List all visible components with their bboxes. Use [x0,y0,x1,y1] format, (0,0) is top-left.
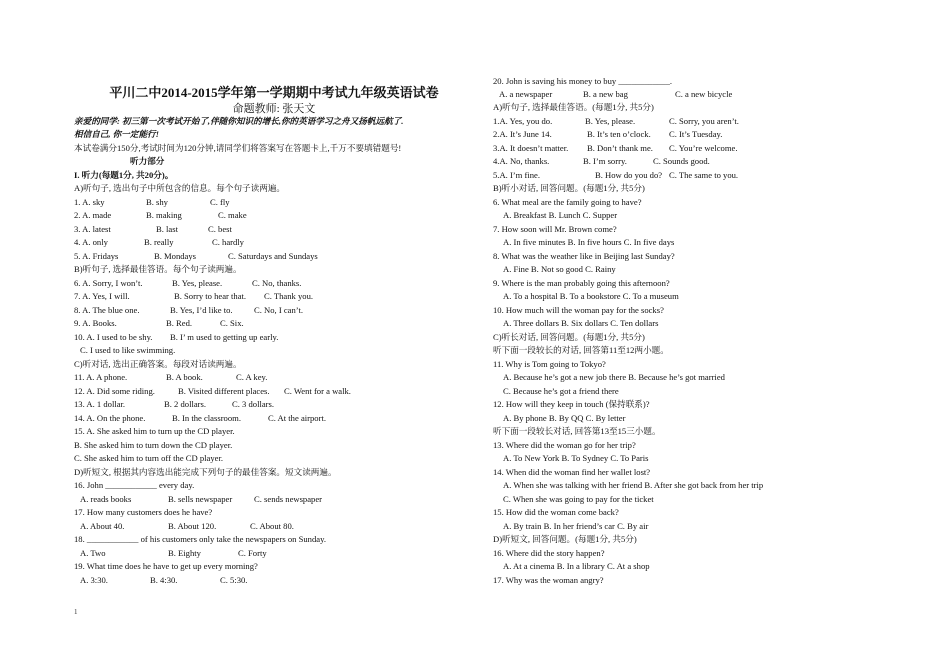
question-row: 6. A. Sorry, I won’t. B. Yes, please. C. No, thanks. [74,278,302,288]
question-option: C. When she was going to pay for the ticket [503,494,654,504]
question-row: 8. A. The blue one. B. Yes, I’d like to. C. No, I can’t. [74,305,304,315]
question-row: 7. A. Yes, I will. B. Sorry to hear that. C. Thank you. [74,291,314,301]
section-a-instruction: A)听句子, 选择最佳答语。(每题1分, 共5分) [493,102,654,112]
question-option: C. I used to like swimming. [80,345,176,355]
question-text: 18. ____________ of his customers only take the newspapers on Sunday. [74,534,326,544]
question-option: C. Because he’s got a friend there [503,386,619,396]
question-row: A. Two B. Eighty C. Forty [80,548,267,558]
section-1-heading: I. 听力(每题1分, 共20分)。 [74,170,174,180]
question-option: 15. A. She asked him to turn up the CD player. [74,426,235,436]
question-text: 7. How soon will Mr. Brown come? [493,224,617,234]
section-b-instruction: B)听小对话, 回答问题。(每题1分, 共5分) [493,183,645,193]
question-row: 13. A. 1 dollar. B. 2 dollars. C. 3 dollars. [74,399,275,409]
listening-heading: 听力部分 [130,156,165,166]
question-text: 17. Why was the woman angry? [493,575,604,585]
question-text: 11. Why is Tom going to Tokyo? [493,359,606,369]
question-row: 12. A. Did some riding. B. Visited different places. C. Went for a walk. [74,386,351,396]
section-d-instruction: D)听短文, 回答问题。(每题1分, 共5分) [493,534,637,544]
question-row: A. a newspaper B. a new bag C. a new bicycle [499,89,733,99]
question-option: B. She asked him to turn down the CD player. [74,440,233,450]
question-option: C. She asked him to turn off the CD player. [74,453,224,463]
part-c-instruction: C)听对话, 选出正确答案。每段对话读两遍。 [74,359,242,369]
question-row: 5.A. I’m fine. B. How do you do? C. The same to you. [493,170,739,180]
question-text: 20. John is saving his money to buy ____________. [493,76,673,86]
section-c-sub-instruction: 听下面一段较长的对话, 回答第11至12两小题。 [493,345,669,355]
teacher-line: 命题教师: 张天文 [232,103,316,115]
question-text: 9. Where is the man probably going this afternoon? [493,278,670,288]
part-a-instruction: A)听句子, 选出句子中所包含的信息。每个句子读两遍。 [74,183,286,193]
part-d-instruction: D)听短文, 根据其内容选出能完成下列句子的最佳答案。短文读两遍。 [74,467,337,477]
question-option: A. Three dollars B. Six dollars C. Ten dollars [503,318,659,328]
question-row: 2.A. It’s June 14. B. It’s ten o’clock. C. It’s Tuesday. [493,129,723,139]
question-option: A. When she was talking with her friend B. After she got back from her trip [503,480,764,490]
question-row: 14. A. On the phone. B. In the classroom. C. At the airport. [74,413,326,423]
exam-note: 本试卷满分150分,考试时间为120分钟,请同学们将答案写在答题卡上,千万不要填错题号! [74,143,402,153]
question-option: A. By train B. In her friend’s car C. By air [503,521,649,531]
question-text: 13. Where did the woman go for her trip? [493,440,636,450]
question-row: 3. A. latest B. last C. best [74,224,232,234]
question-text: 14. When did the woman find her wallet lost? [493,467,651,477]
question-row: 4. A. only B. really C. hardly [74,237,244,247]
question-option: A. To New York B. To Sydney C. To Paris [503,453,649,463]
question-row: A. 3:30. B. 4:30. C. 5:30. [80,575,248,585]
question-text: 16. John ____________ every day. [74,480,195,490]
question-option: A. Breakfast B. Lunch C. Supper [503,210,618,220]
question-text: 12. How will they keep in touch (保持联系)? [493,399,650,409]
question-row: 11. A. A phone. B. A book. C. A key. [74,372,268,382]
question-text: 15. How did the woman come back? [493,507,619,517]
question-row: A. About 40. B. About 120. C. About 80. [80,521,294,531]
question-row: A. reads books B. sells newspaper C. sends newspaper [80,494,323,504]
question-text: 19. What time does he have to get up every morning? [74,561,258,571]
question-text: 17. How many customers does he have? [74,507,213,517]
section-c-sub-instruction: 听下面一段较长对话, 回答第13至15三小题。 [493,426,661,436]
question-row: 10. A. I used to be shy. B. I’ m used to getting up early. [74,332,279,342]
question-option: A. Because he’s got a new job there B. Because he’s got married [503,372,725,382]
question-option: A. To a hospital B. To a bookstore C. To a museum [503,291,679,301]
question-text: 8. What was the weather like in Beijing last Sunday? [493,251,675,261]
intro-line-2: 相信自己, 你一定能行! [74,129,159,139]
question-text: 10. How much will the woman pay for the socks? [493,305,664,315]
question-row: 3.A. It doesn’t matter. B. Don’t thank me. C. You’re welcome. [493,143,738,153]
intro-line-1: 亲爱的同学: 初三第一次考试开始了,伴随你知识的增长,你的英语学习之舟又扬帆远航了. [74,116,404,126]
question-row: 5. A. Fridays B. Mondays C. Saturdays and Sundays [74,251,318,261]
question-option: A. In five minutes B. In five hours C. In five days [503,237,675,247]
question-option: A. At a cinema B. In a library C. At a shop [503,561,650,571]
question-text: 16. Where did the story happen? [493,548,605,558]
question-text: 6. What meal are the family going to have? [493,197,642,207]
question-row: 9. A. Books. B. Red. C. Six. [74,318,244,328]
question-row: 1.A. Yes, you do. B. Yes, please. C. Sorry, you aren’t. [493,116,739,126]
section-c-instruction: C)听长对话, 回答问题。(每题1分, 共5分) [493,332,645,342]
page-title: 平川二中2014-2015学年第一学期期中考试九年级英语试卷 [109,85,439,100]
page-number: 1 [74,608,78,616]
question-option: A. By phone B. By QQ C. By letter [503,413,626,423]
part-b-instruction: B)听句子, 选择最佳答语。每个句子读两遍。 [74,264,242,274]
question-row: 4.A. No, thanks. B. I’m sorry. C. Sounds good. [493,156,710,166]
question-option: A. Fine B. Not so good C. Rainy [503,264,616,274]
question-row: 1. A. sky B. shy C. fly [74,197,230,207]
question-row: 2. A. made B. making C. make [74,210,247,220]
